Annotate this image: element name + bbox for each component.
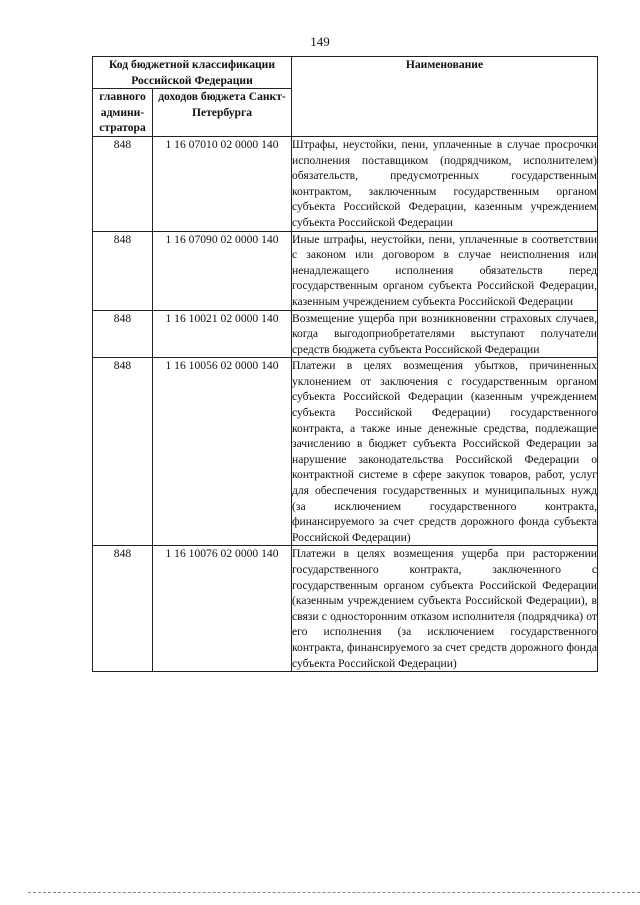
row-admin-code: 848 bbox=[93, 546, 153, 672]
header-name: Наименование bbox=[292, 57, 598, 137]
budget-classification-table bbox=[92, 56, 598, 672]
page-number: 149 bbox=[310, 34, 330, 49]
row-admin-code: 848 bbox=[93, 231, 153, 310]
row-name: Штрафы, неустойки, пени, уплаченные в случае просрочки исполнения поставщиком (подрядчиком, исполнителем) обязательств, предусмотренных государственным контрактом, заключенным государственным органом субъекта Российской Федерации, казенным учреждением субъекта Российской Федерации bbox=[292, 136, 598, 231]
row-income-code: 1 16 07010 02 0000 140 bbox=[153, 136, 292, 231]
header-chief-administrator: главного админи-стратора bbox=[93, 89, 153, 137]
header-row-top bbox=[93, 57, 598, 89]
row-name: Иные штрафы, неустойки, пени, уплаченные в соответствии с законом или договором в случае неисполнения или ненадлежащего исполнения обязательств перед государственным органом субъекта Российской Федерации, казенным учреждением субъекта Российской Федерации bbox=[292, 231, 598, 310]
row-admin-code: 848 bbox=[93, 310, 153, 358]
scan-edge-line bbox=[28, 892, 640, 893]
row-admin-code: 848 bbox=[93, 136, 153, 231]
header-budget-code: Код бюджетной классификации Российской Федерации bbox=[93, 57, 292, 89]
row-income-code: 1 16 10076 02 0000 140 bbox=[153, 546, 292, 672]
row-income-code: 1 16 10021 02 0000 140 bbox=[153, 310, 292, 358]
table-row bbox=[93, 546, 598, 672]
table-row bbox=[93, 231, 598, 310]
table-row bbox=[93, 310, 598, 358]
row-income-code: 1 16 10056 02 0000 140 bbox=[153, 358, 292, 546]
table-row bbox=[93, 358, 598, 546]
row-name: Платежи в целях возмещения ущерба при расторжении государственного контракта, заключенного с государственным органом субъекта Российской Федерации (казенным учреждением субъекта Российской Федерации), в связи с односторонним отказом исполнителя (подрядчика) от его исполнения (за исключением государственного контракта, финансируемого за счет средств дорожного фонда субъекта Российской Федерации) bbox=[292, 546, 598, 672]
row-name: Возмещение ущерба при возникновении страховых случаев, когда выгодоприобретателями выступают получатели средств бюджета субъекта Российской Федерации bbox=[292, 310, 598, 358]
table-row bbox=[93, 136, 598, 231]
row-name: Платежи в целях возмещения убытков, причиненных уклонением от заключения с государственным органом субъекта Российской Федерации (казенным учреждением субъекта Российской Федерации) государственного контракта, а также иные денежные средства, подлежащие зачислению в бюджет субъекта Российской Федерации за нарушение законодательства Российской Федерации о контрактной системе в сфере закупок товаров, работ, услуг для обеспечения государственных и муниципальных нужд (за исключением государственного контракта, финансируемого за счет средств дорожного фонда субъекта Российской Федерации) bbox=[292, 358, 598, 546]
header-income: доходов бюджета Санкт-Петербурга bbox=[153, 89, 292, 137]
row-admin-code: 848 bbox=[93, 358, 153, 546]
row-income-code: 1 16 07090 02 0000 140 bbox=[153, 231, 292, 310]
